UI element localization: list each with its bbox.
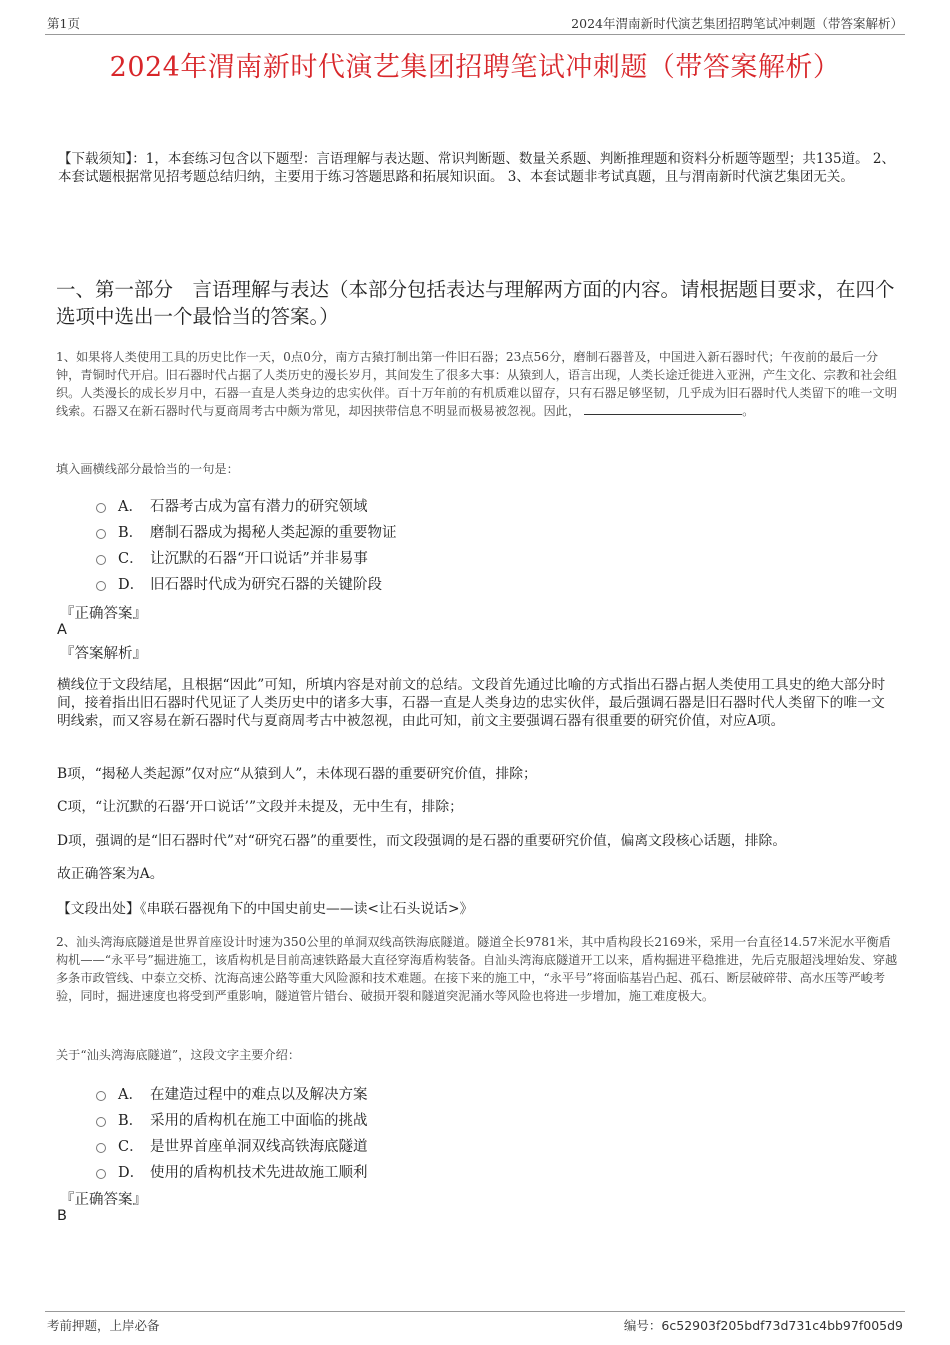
- page-header: [45, 14, 905, 35]
- radio-icon[interactable]: [96, 1169, 106, 1179]
- answer-label: 『正确答案』: [60, 1192, 147, 1208]
- analysis-label: 『答案解析』: [60, 646, 147, 662]
- option-d[interactable]: D． 使用的盾构机技术先进故施工顺利: [96, 1158, 796, 1184]
- analysis-option-b: B项，“揭秘人类起源”仅对应“从猿到人”，未体现石器的重要研究价值，排除；: [57, 766, 537, 782]
- question-1-stem: [56, 348, 901, 420]
- option-c[interactable]: C． 是世界首座单洞双线高铁海底隧道: [96, 1132, 796, 1158]
- source-citation: 【文段出处】《串联石器视角下的中国史前史——读<让石头说话>》: [57, 901, 474, 917]
- footer-slogan: 考前押题，上岸必备: [47, 1318, 160, 1333]
- section-heading: 一、第一部分 言语理解与表达（本部分包括表达与理解两方面的内容。请根据题目要求，在四个选项中选出一个最恰当的答案。）: [56, 278, 895, 328]
- option-b[interactable]: B． 磨制石器成为揭秘人类起源的重要物证: [96, 518, 796, 544]
- option-a[interactable]: A． 在建造过程中的难点以及解决方案: [96, 1080, 796, 1106]
- radio-icon[interactable]: [96, 529, 106, 539]
- question-1-text: 1、如果将人类使用工具的历史比作一天，0点0分，南方古猿打制出第一件旧石器；23点56分，磨制石器普及，中国进入新石器时代；午夜前的最后一分钟，青铜时代开启。旧石器时代占据了人类历史的漫长岁月，其间发生了很多大事：从猿到人，语言出现，人类长途迁徙进入亚洲，产生文化、宗教和社会组织。人类漫长的成长岁月中，石器一直是人类身边的忠实伙伴。百十万年前的有机质难以留存，只有石器足够坚韧，几乎成为旧石器时代人类留下的唯一文明线索。石器又在新石器时代与夏商周考古中颇为常见，却因挟带信息不明显而极易被忽视。因此，: [56, 350, 897, 418]
- option-a[interactable]: A． 石器考古成为富有潜力的研究领域: [96, 492, 796, 518]
- page-title: 2024年渭南新时代演艺集团招聘笔试冲刺题（带答案解析）: [109, 52, 841, 83]
- question-1-end: 。: [742, 404, 755, 418]
- analysis-option-d: D项，强调的是“旧石器时代”对“研究石器”的重要性，而文段强调的是石器的重要研究价值，偏离文段核心话题，排除。: [57, 833, 787, 849]
- answer-blank: [584, 402, 742, 415]
- footer-code: 编号：6c52903f205bdf73d731c4bb97f005d9: [623, 1318, 903, 1333]
- radio-icon[interactable]: [96, 581, 106, 591]
- question-1-prompt: 填入画横线部分最恰当的一句是：: [56, 462, 239, 476]
- analysis-conclusion: 故正确答案为A。: [57, 866, 164, 882]
- analysis-paragraph: 横线位于文段结尾，且根据“因此”可知，所填内容是对前文的总结。文段首先通过比喻的方式指出石器占据人类使用工具史的绝大部分时间，接着指出旧石器时代见证了人类历史中的诸多大事，石器一直是人类身边的忠实伙伴，最后强调石器是旧石器时代人类留下的唯一文明线索，而又容易在新石器时代与夏商周考古中被忽视，由此可知，前文主要强调石器有很重要的研究价值，对应A项。: [57, 677, 886, 729]
- correct-answer: B: [57, 1208, 67, 1224]
- option-d[interactable]: D． 旧石器时代成为研究石器的关键阶段: [96, 570, 796, 596]
- question-2-prompt: 关于“汕头湾海底隧道”，这段文字主要介绍：: [56, 1048, 301, 1062]
- correct-answer: A: [57, 622, 67, 638]
- radio-icon[interactable]: [96, 1117, 106, 1127]
- option-b[interactable]: B． 采用的盾构机在施工中面临的挑战: [96, 1106, 796, 1132]
- analysis-option-c: C项，“让沉默的石器‘开口说话’”文段并未提及，无中生有，排除；: [57, 799, 463, 815]
- question-2-stem: 2、汕头湾海底隧道是世界首座设计时速为350公里的单洞双线高铁海底隧道。隧道全长9781米，其中盾构段长2169米，采用一台直径14.57米泥水平衡盾构机——“永平号”掘进施工，该盾构机是目前高速铁路最大直径穿海盾构装备。自汕头湾海底隧道开工以来，盾构掘进平稳推进，先后克服超浅埋始发、穿越多条市政管线、中泰立交桥、沈海高速公路等重大风险源和技术难题。在接下来的施工中，“永平号”将面临基岩凸起、孤石、断层破碎带、高水压等严峻考验，同时，掘进速度也将受到严重影响，隧道管片错台、破损开裂和隧道突泥涌水等风险也将进一步增加，施工难度极大。: [56, 935, 898, 1003]
- download-notice: 【下载须知】：1，本套练习包含以下题型：言语理解与表达题、常识判断题、数量关系题、判断推理题和资料分析题等题型；共135道。 2、本套试题根据常见招考题总结归纳，主要用于练习答题思路和拓展知识面。 3、本套试题非考试真题，且与渭南新时代演艺集团无关。: [58, 151, 895, 185]
- header-doc-title: 2024年渭南新时代演艺集团招聘笔试冲刺题（带答案解析）: [571, 16, 903, 31]
- page-footer: [45, 1311, 905, 1334]
- answer-label: 『正确答案』: [60, 606, 147, 622]
- radio-icon[interactable]: [96, 503, 106, 513]
- radio-icon[interactable]: [96, 1091, 106, 1101]
- page-number: 第1页: [47, 16, 80, 31]
- question-2-options: [96, 1080, 796, 1184]
- document-id: 6c52903f205bdf73d731c4bb97f005d9: [661, 1318, 903, 1333]
- radio-icon[interactable]: [96, 1143, 106, 1153]
- question-1-options: [96, 492, 796, 596]
- option-c[interactable]: C． 让沉默的石器“开口说话”并非易事: [96, 544, 796, 570]
- radio-icon[interactable]: [96, 555, 106, 565]
